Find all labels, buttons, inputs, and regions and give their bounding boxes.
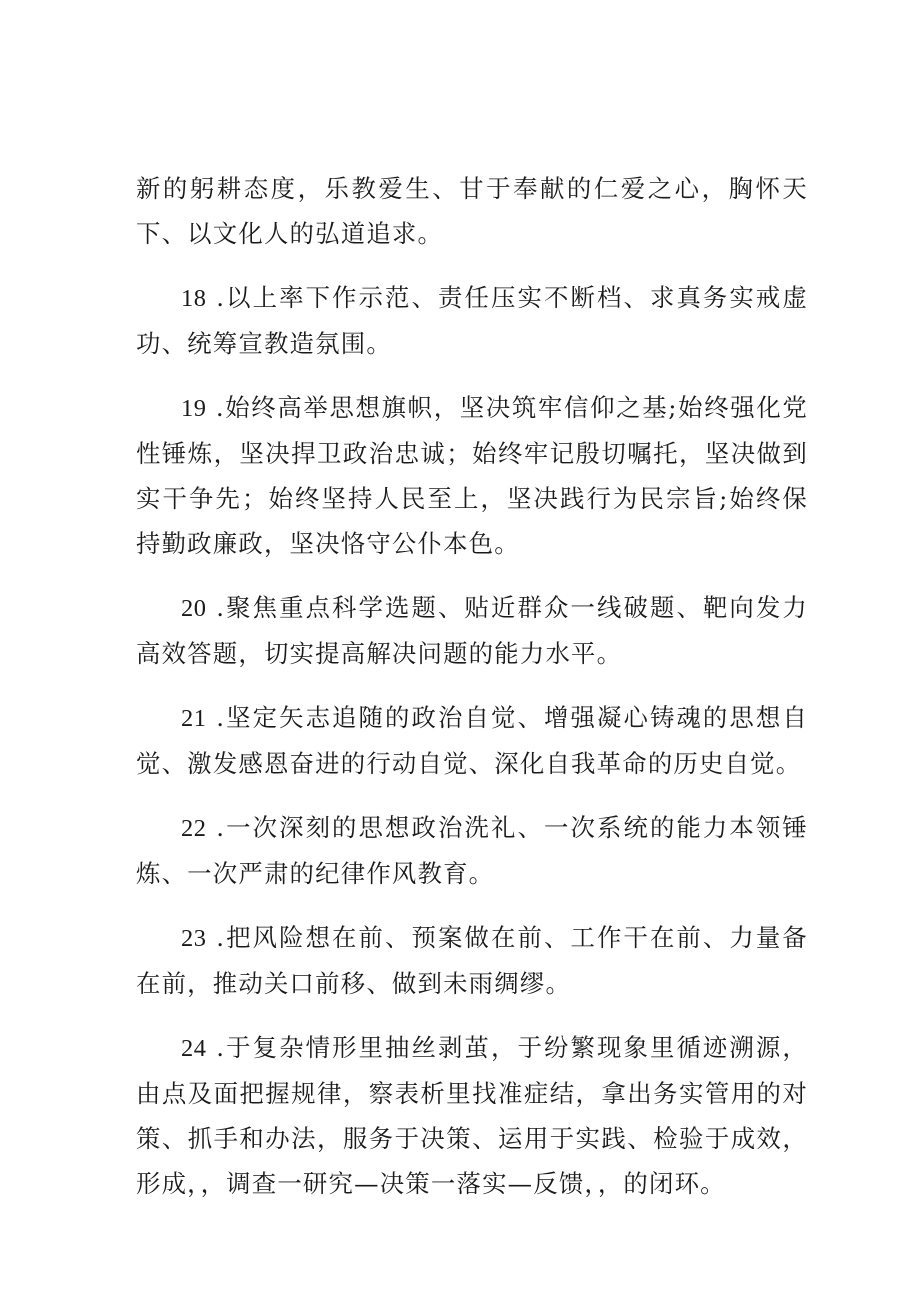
paragraph-item-18	[136, 275, 808, 366]
paragraph-text: .坚定矢志追随的政治自觉、增强凝心铸魂的思想自觉、激发感恩奋进的行动自觉、深化自我革命的历史自觉。	[136, 703, 808, 778]
item-number: 23	[181, 925, 207, 952]
paragraph-text: .一次深刻的思想政治洗礼、一次系统的能力本领锤炼、一次严肃的纪律作风教育。	[136, 813, 808, 888]
item-number: 24	[181, 1035, 207, 1062]
paragraph-text: .把风险想在前、预案做在前、工作干在前、力量备在前，推动关口前移、做到未雨绸缪。	[136, 923, 808, 998]
paragraph-item-24	[136, 1025, 808, 1206]
paragraph-text: .始终高举思想旗帜，坚决筑牢信仰之基;始终强化党性锤炼，坚决捍卫政治忠诚；始终牢记殷切嘱托，坚决做到实干争先；始终坚持人民至上，坚决践行为民宗旨;始终保持勤政廉政，坚决恪守公仆本色。	[136, 393, 808, 558]
item-number: 18	[181, 285, 207, 312]
item-number: 20	[181, 595, 207, 622]
paragraph-text: .聚焦重点科学选题、贴近群众一线破题、靶向发力高效答题，切实提高解决问题的能力水平。	[136, 593, 808, 668]
document-body	[136, 166, 808, 1225]
paragraph-continuation	[136, 166, 808, 256]
paragraph-item-19	[136, 385, 808, 566]
paragraph-text: 新的躬耕态度，乐教爱生、甘于奉献的仁爱之心，胸怀天下、以文化人的弘道追求。	[136, 174, 808, 248]
paragraph-item-23	[136, 915, 808, 1006]
paragraph-item-22	[136, 805, 808, 896]
item-number: 22	[181, 815, 207, 842]
paragraph-text: .于复杂情形里抽丝剥茧，于纷繁现象里循迹溯源，由点及面把握规律，察表析里找准症结，拿出务实管用的对策、抓手和办法，服务于决策、运用于实践、检验于成效，形成，，调查一研究—决策一落实—反馈，，的闭环。	[136, 1033, 808, 1198]
item-number: 19	[181, 395, 207, 422]
paragraph-text: .以上率下作示范、责任压实不断档、求真务实戒虚功、统筹宣教造氛围。	[136, 283, 808, 358]
item-number: 21	[181, 705, 207, 732]
paragraph-item-20	[136, 585, 808, 676]
paragraph-item-21	[136, 695, 808, 786]
